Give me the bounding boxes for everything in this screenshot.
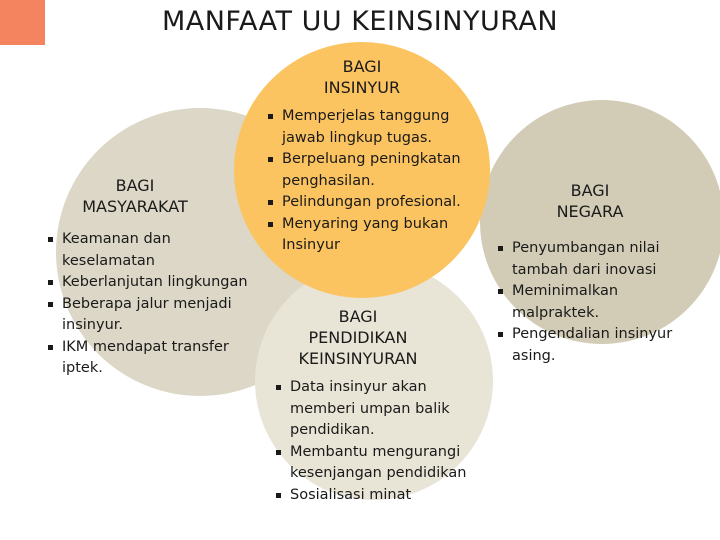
heading-insinyur: BAGI INSINYUR [323, 57, 401, 97]
list-item: Berpeluang peningkatan penghasilan. [268, 149, 478, 192]
list-pendidikan [276, 377, 476, 506]
list-item: Data insinyur akan memberi umpan balik pendidikan. [276, 377, 476, 442]
list-insinyur [268, 106, 478, 257]
list-item: Meminimalkan malpraktek. [498, 281, 688, 324]
list-item: IKM mendapat transfer iptek. [48, 337, 258, 380]
list-masyarakat [48, 229, 258, 380]
heading-pendidikan: BAGI PENDIDIKAN KEINSINYURAN [298, 307, 418, 368]
list-item: Pengendalian insinyur asing. [498, 324, 688, 367]
list-item: Pelindungan profesional. [268, 192, 478, 214]
heading-negara: BAGI NEGARA [556, 181, 624, 221]
list-item: Menyaring yang bukan Insinyur [268, 214, 478, 257]
list-negara [498, 238, 688, 367]
list-item: Sosialisasi minat [276, 485, 476, 507]
list-item: Membantu mengurangi kesenjangan pendidikan [276, 442, 476, 485]
list-item: Memperjelas tanggung jawab lingkup tugas. [268, 106, 478, 149]
page-title: MANFAAT UU KEINSINYURAN [161, 6, 559, 37]
list-item: Penyumbangan nilai tambah dari inovasi [498, 238, 688, 281]
list-item: Keamanan dan keselamatan [48, 229, 258, 272]
list-item: Beberapa jalur menjadi insinyur. [48, 294, 258, 337]
heading-masyarakat: BAGI MASYARAKAT [82, 176, 188, 216]
list-item: Keberlanjutan lingkungan [48, 272, 258, 294]
